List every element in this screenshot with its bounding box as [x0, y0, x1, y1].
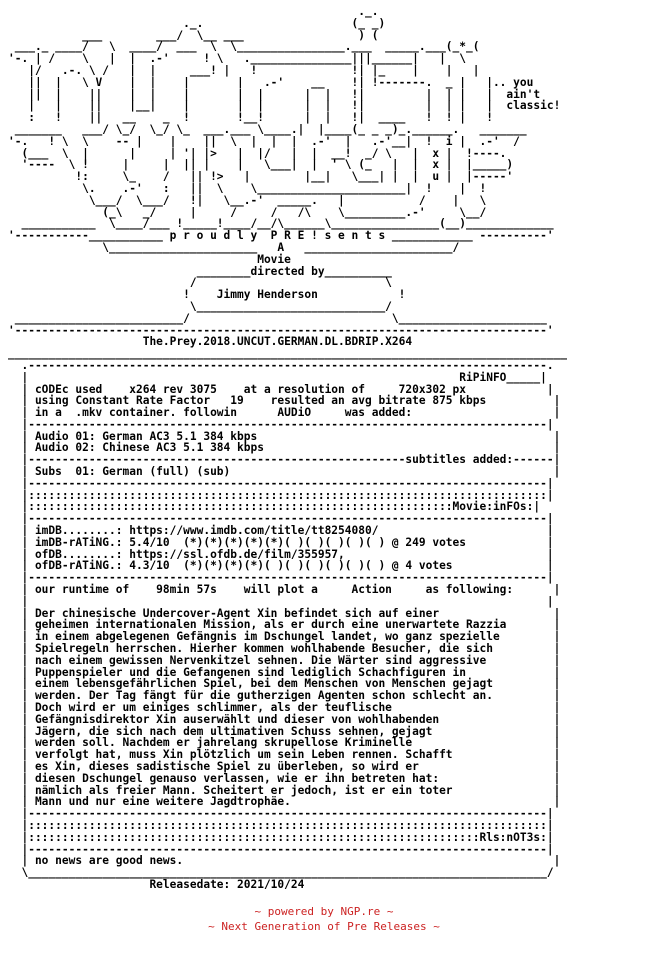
nfo-line: | no news are good news. | [8, 854, 561, 868]
nfo-line: | Puppenspieler und die Gefangenen sind lediglich Schachfiguren in | [8, 665, 561, 679]
nfo-line: (_\ _/ | / / /\ \_________.-' \__/ [8, 205, 487, 219]
nfo-line: |/ .-. \ / | | ___! | ! !| |_ | | | [8, 63, 480, 77]
nfo-line: ___________________________________________________________________________________ [8, 347, 568, 361]
nfo-line: | Jägern, die sich nach dem ultimativen Schuss sehnen, gejagt | [8, 724, 561, 738]
nfo-line: | werden soll. Nachdem er jahrelang skrupellose Kriminelle | [8, 736, 561, 750]
next-generation-line: ~ Next Generation of Pre Releases ~ [208, 920, 440, 933]
nfo-line: | es Xin, dieses sadistische Spiel zu überleben, so wird er | [8, 760, 561, 773]
nfo-line: ___ ___/ \__ ___ ) ( [8, 28, 379, 42]
nfo-line: ._. [8, 5, 379, 18]
nfo-line: | RiPiNFO_____| [8, 370, 547, 384]
nfo-line: \______________________ A ______________________/ [8, 240, 460, 254]
nfo-line: | Mann und nur eine weitere Jagdtrophäe. | [8, 795, 561, 809]
nfo-line: '---- \ ! | | || | | \___| | ' \ (_ | | x | |_____) [8, 158, 514, 172]
nfo-line: | nämlich als freier Mann. Scheitert er jedoch, ist er ein toter | [8, 783, 561, 797]
nfo-line: ._. (_ _) [8, 16, 386, 30]
nfo-line: Releasedate: 2021/10/24 [8, 877, 305, 891]
nfo-line: (___ \ | | | '| |> | |/ | | __! _/ \ | x | !----. [8, 146, 507, 160]
nfo-line: The.Prey.2018.UNCUT.GERMAN.DL.BDRIP.X264 [8, 335, 413, 349]
nfo-line: |-----------------------------------------------------------------------------| [8, 512, 554, 526]
nfo-line: | Doch wird er um einiges schlimmer, als der teuflische | [8, 701, 561, 715]
nfo-line: |:::::::::::::::::::::::::::::::::::::::::::::::::::::::::::::::::::::::::::::| [8, 818, 554, 832]
nfo-line: ! Jimmy Henderson ! [8, 288, 406, 302]
nfo-line: : ! || __ _ ! !__! | | !| ____ ! ! | ! [8, 111, 493, 125]
nfo-line: |:::::::::::::::::::::::::::::::::::::::::::::::::::::::::::::::::::::::::::::| [8, 488, 554, 502]
nfo-line: _______ ___/ \_/ \_/ \_ ___.___ \____.| |____(_ _ _)_.______. _______ [8, 122, 527, 136]
nfo-text [8, 6, 567, 891]
nfo-line: |-----------------------------------------------------------------------------| [8, 842, 554, 856]
nfo-line: Movie [8, 252, 291, 266]
nfo-line: | in einem abgelegenen Gefängnis im Dschungel landet, wo ganz spezielle | [8, 630, 561, 644]
nfo-line: / \ [8, 276, 392, 290]
nfo-footer [0, 904, 648, 934]
nfo-line: | imDB-rATiNG.: 5.4/10 (*)(*)(*)(*)(*)( )( )( )( )( ) @ 249 votes | [8, 535, 554, 549]
nfo-line: | geheimen internationalen Mission, als er durch eine unerwartete Razzia | [8, 618, 561, 632]
nfo-line: | ofDB........: https://ssl.ofdb.de/film/355957, | [8, 547, 554, 561]
nfo-line: ________directed by__________ [8, 264, 392, 278]
nfo-line: | Gefängnisdirektor Xin auserwählt und dieser von wohlhabenden | [8, 712, 561, 726]
nfo-line: |--------------------------------------------------------subtitles added:------| [8, 453, 561, 467]
nfo-line: | ofDB-rATiNG.: 4.3/10 (*)(*)(*)(*)( )( )( )( )( )( ) @ 4 votes | [8, 559, 554, 573]
nfo-line: | diesen Dschungel genauso verlassen, wie er ihn betreten hat: | [8, 771, 561, 785]
nfo-line: |-----------------------------------------------------------------------------| [8, 571, 554, 585]
nfo-line: ___________ \____/___ !_____!____/__/\______\________________(__)_____________ [8, 217, 554, 231]
nfo-line: '-. ! \ \ -- | | || \ | | | .-' | .-'__| ! i | .-' / [8, 134, 520, 148]
nfo-line: | in a .mkv container. followin AUDiO was added: | [8, 406, 561, 420]
nfo-line: || | \ V | | | | .-' __ !| !-------. _ | |.. you [8, 75, 534, 89]
nfo-line: || | || | | | | | | | !| | | | | ain't [8, 87, 541, 101]
nfo-line: |:::::::::::::::::::::::::::::::::::::::::::::::::::::::::::::::::::Rls:nOT3s:| [8, 830, 554, 844]
nfo-line: | imDB........: https://www.imdb.com/title/tt8254080/ | [8, 524, 554, 538]
nfo-line: | verfolgt hat, muss Xin plötzlich um sein Leben rennen. Schafft | [8, 748, 561, 762]
nfo-line: | werden. Der Tag fängt für die gutherzigen Agenten schon schlecht an. | [8, 689, 561, 703]
nfo-line: | Der chinesische Undercover-Agent Xin befindet sich auf einer | [8, 606, 561, 620]
nfo-line: | cODEc used x264 rev 3075 at a resolution of 720x302 px | [8, 382, 554, 396]
nfo-line: '-----------___________ p r o u d l y P R E ! s e n t s ____________ ----------' [8, 229, 554, 243]
nfo-line: | nach einem gewissen Nervenkitzel sehnen. Die Wärter sind aggressive | [8, 653, 561, 667]
nfo-line: | einem lebensgefährlichen Spiel, bei dem Menschen von Menschen gejagt | [8, 677, 561, 691]
nfo-line: ___._ ____/ \ ____/ ___ \ \________________.___ _____.___(_*_( [8, 40, 480, 54]
nfo-line: |-----------------------------------------------------------------------------| [8, 807, 554, 821]
nfo-line: |-----------------------------------------------------------------------------| [8, 476, 554, 490]
nfo-line: | using Constant Rate Factor 19 resulted an avg bitrate 875 kbps | [8, 394, 561, 408]
powered-by-line: ~ powered by NGP.re ~ [254, 905, 394, 918]
nfo-line: |-----------------------------------------------------------------------------| [8, 417, 554, 431]
nfo-line: \_____________________________________________________________________________/ [8, 866, 554, 880]
nfo-line: .-----------------------------------------------------------------------------. [8, 358, 554, 372]
nfo-line: \. .-' : || \ \______________________| ! | ! [8, 181, 487, 195]
nfo-line: \___/ \___/ !| \__.-' _____. | / | \ [8, 193, 487, 207]
nfo-line: | Subs 01: German (full) (sub) | [8, 465, 561, 479]
nfo-line: | Spielregeln herrschen. Hierher kommen wohlhabende Besucher, die sich | [8, 642, 561, 656]
nfo-line: | | || |__| | | | | | !| | | | | classic! [8, 99, 561, 113]
nfo-line: | our runtime of 98min 57s will plot a Action as following: | [8, 583, 561, 597]
nfo-line: !: \_ / || !> | |__| \___| | | u | |-----' [8, 170, 514, 184]
nfo-line: '-. | / \ | | .-' ! \ ._______________|||______| | \ [8, 52, 467, 66]
nfo-line: | Audio 01: German AC3 5.1 384 kbps | [8, 429, 561, 443]
nfo-line: _________________________/ \______________________ [8, 311, 547, 325]
nfo-line: |:::::::::::::::::::::::::::::::::::::::::::::::::::::::::::::::Movie:inFOs:| [8, 500, 541, 514]
nfo-line: | Audio 02: Chinese AC3 5.1 384 kbps | [8, 441, 561, 455]
nfo-line: \____________________________/ [8, 299, 392, 313]
nfo-line: | | [8, 594, 554, 608]
nfo-line: '-------------------------------------------------------------------------------' [8, 323, 554, 337]
